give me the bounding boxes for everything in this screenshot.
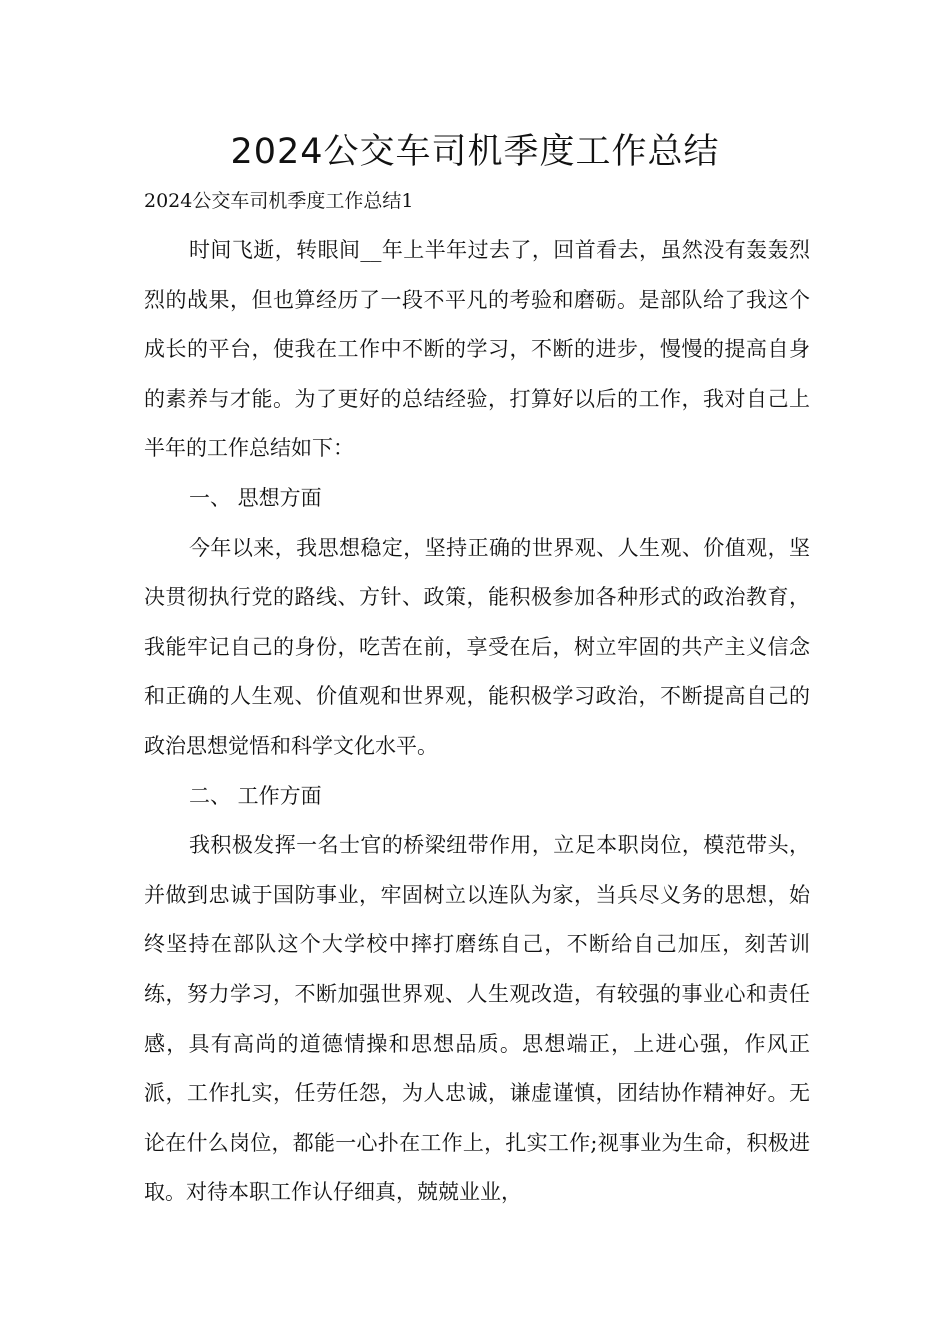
document-title: 2024公交车司机季度工作总结 (230, 132, 720, 172)
document-subtitle: 2024公交车司机季度工作总结1 (144, 190, 414, 212)
section-paragraph-thought: 今年以来，我思想稳定，坚持正确的世界观、人生观、价值观，坚决贯彻执行党的路线、方针、政策，能积极参加各种形式的政治教育，我能牢记自己的身份，吃苦在前，享受在后，树立牢固的共产主义信念和正确的人生观、价值观和世界观，能积极学习政治，不断提高自己的政治思想觉悟和科学文化水平。 (144, 535, 810, 758)
document-body (144, 226, 810, 1218)
intro-paragraph: 时间飞逝，转眼间__年上半年过去了，回首看去，虽然没有轰轰烈烈的战果，但也算经历了一段不平凡的考验和磨砺。是部队给了我这个成长的平台，使我在工作中不断的学习，不断的进步，慢慢的提高自身的素养与才能。为了更好的总结经验，打算好以后的工作，我对自己上半年的工作总结如下： (144, 238, 810, 461)
section-heading-work: 二、 工作方面 (189, 783, 322, 808)
section-paragraph-work: 我积极发挥一名士官的桥梁纽带作用，立足本职岗位，模范带头，并做到忠诚于国防事业，牢固树立以连队为家，当兵尽义务的思想，始终坚持在部队这个大学校中摔打磨练自己，不断给自己加压，刻苦训练，努力学习，不断加强世界观、人生观改造，有较强的事业心和责任感，具有高尚的道德情操和思想品质。思想端正，上进心强，作风正派，工作扎实，任劳任怨，为人忠诚，谦虚谨慎，团结协作精神好。无论在什么岗位，都能一心扑在工作上，扎实工作;视事业为生命，积极进取。对待本职工作认仔细真，兢兢业业， (144, 833, 810, 1205)
section-heading-thought: 一、 思想方面 (189, 485, 322, 510)
